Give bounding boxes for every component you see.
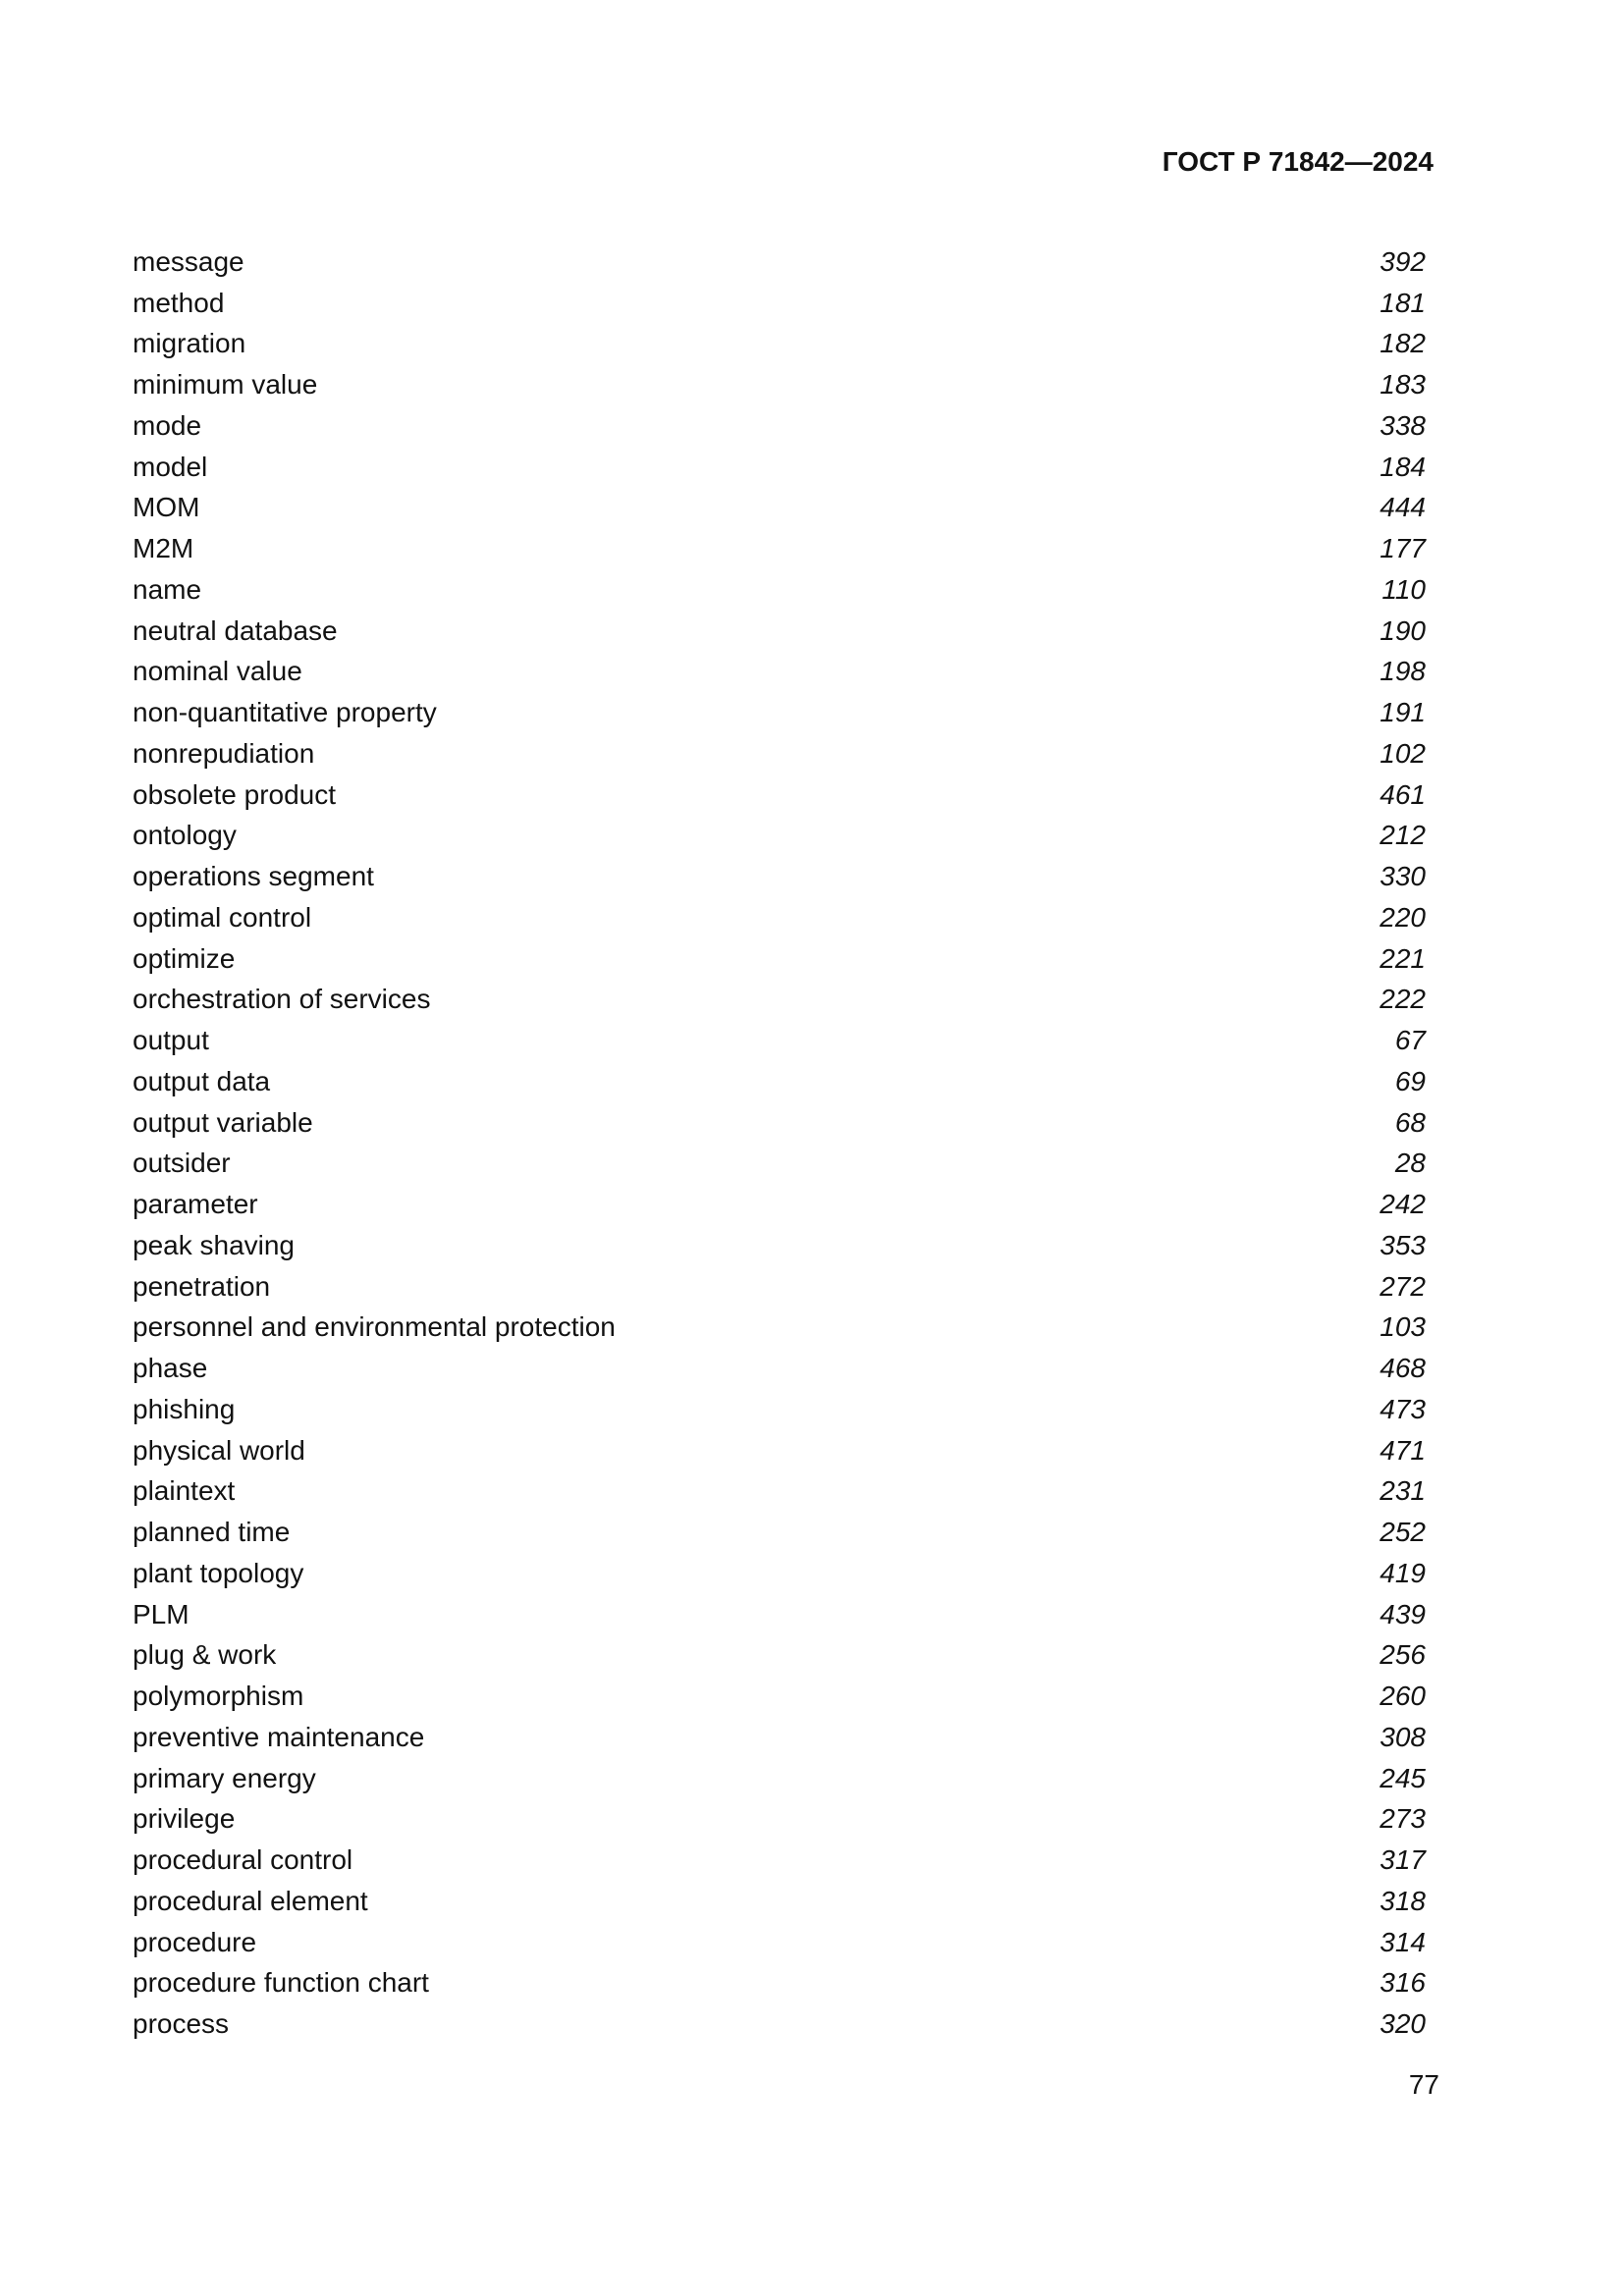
index-page-ref: 69 <box>1394 1065 1426 1096</box>
index-entry <box>133 1020 1426 1061</box>
index-page-ref: 473 <box>1380 1393 1426 1424</box>
index-entry <box>133 1471 1426 1513</box>
index-entry <box>133 1922 1426 1963</box>
index-page-ref: 245 <box>1380 1762 1426 1793</box>
index-term: MOM <box>133 492 200 523</box>
index-page-ref: 110 <box>1381 573 1426 605</box>
index-term: minimum value <box>133 369 318 400</box>
index-list <box>133 241 1426 2045</box>
index-page-ref: 353 <box>1380 1229 1426 1260</box>
index-entry <box>133 1840 1426 1881</box>
index-term: mode <box>133 409 202 441</box>
index-page-ref: 183 <box>1380 369 1426 400</box>
index-entry <box>133 1389 1426 1430</box>
index-term: procedural control <box>133 1844 353 1876</box>
index-page-ref: 318 <box>1380 1885 1426 1916</box>
index-term: orchestration of services <box>133 984 431 1015</box>
index-page-ref: 103 <box>1380 1311 1426 1343</box>
index-entry <box>133 1635 1426 1677</box>
index-entry <box>133 1881 1426 1922</box>
index-page-ref: 68 <box>1394 1106 1426 1138</box>
index-term: process <box>133 2008 230 2040</box>
index-entry <box>133 1144 1426 1185</box>
index-entry <box>133 938 1426 980</box>
index-page-ref: 468 <box>1380 1353 1426 1384</box>
index-term: output <box>133 1025 209 1056</box>
index-entry <box>133 1594 1426 1635</box>
index-page-ref: 190 <box>1380 614 1426 646</box>
index-term: output variable <box>133 1106 313 1138</box>
index-entry <box>133 1512 1426 1553</box>
index-page-ref: 260 <box>1380 1681 1426 1712</box>
index-term: parameter <box>133 1189 258 1220</box>
index-entry <box>133 364 1426 405</box>
index-entry <box>133 1225 1426 1266</box>
index-term: name <box>133 573 202 605</box>
index-term: procedure <box>133 1926 257 1957</box>
index-term: preventive maintenance <box>133 1721 425 1752</box>
index-term: neutral database <box>133 614 338 646</box>
index-page-ref: 320 <box>1380 2008 1426 2040</box>
index-entry <box>133 692 1426 733</box>
index-page-ref: 471 <box>1380 1434 1426 1466</box>
index-entry <box>133 569 1426 611</box>
index-page-ref: 392 <box>1380 245 1426 277</box>
index-term: operations segment <box>133 861 374 892</box>
index-page-ref: 252 <box>1380 1517 1426 1548</box>
index-entry <box>133 816 1426 857</box>
index-term: PLM <box>133 1598 189 1629</box>
index-term: planned time <box>133 1517 291 1548</box>
index-entry <box>133 1061 1426 1102</box>
index-entry <box>133 1717 1426 1758</box>
index-page-ref: 231 <box>1380 1475 1426 1507</box>
index-page-ref: 272 <box>1380 1270 1426 1302</box>
index-page-ref: 182 <box>1380 328 1426 359</box>
index-term: privilege <box>133 1803 236 1835</box>
index-entry <box>133 1266 1426 1308</box>
index-page-ref: 191 <box>1380 697 1426 728</box>
index-entry <box>133 1553 1426 1594</box>
index-term: nominal value <box>133 656 302 687</box>
index-page-ref: 67 <box>1394 1025 1426 1056</box>
index-page-ref: 184 <box>1380 451 1426 482</box>
index-page-ref: 439 <box>1380 1598 1426 1629</box>
index-entry <box>133 1963 1426 2004</box>
index-page-ref: 212 <box>1380 820 1426 851</box>
index-page-ref: 177 <box>1380 533 1426 564</box>
index-term: migration <box>133 328 246 359</box>
index-page-ref: 316 <box>1380 1967 1426 1999</box>
index-page-ref: 220 <box>1380 901 1426 933</box>
index-page-ref: 242 <box>1380 1189 1426 1220</box>
index-term: model <box>133 451 208 482</box>
index-entry <box>133 528 1426 569</box>
index-term: plaintext <box>133 1475 236 1507</box>
index-term: M2M <box>133 533 194 564</box>
index-page-ref: 314 <box>1380 1926 1426 1957</box>
index-entry <box>133 652 1426 693</box>
index-page-ref: 198 <box>1380 656 1426 687</box>
index-page-ref: 102 <box>1380 737 1426 769</box>
index-term: optimal control <box>133 901 312 933</box>
index-term: plug & work <box>133 1639 277 1671</box>
document-code: ГОСТ Р 71842—2024 <box>1162 146 1434 177</box>
index-term: obsolete product <box>133 778 337 810</box>
index-term: procedural element <box>133 1885 368 1916</box>
index-entry <box>133 897 1426 938</box>
page-header <box>133 147 1434 177</box>
index-entry <box>133 611 1426 652</box>
index-entry <box>133 1348 1426 1389</box>
index-term: penetration <box>133 1270 271 1302</box>
index-entry <box>133 1184 1426 1225</box>
index-page-ref: 338 <box>1380 409 1426 441</box>
index-page-ref: 28 <box>1394 1148 1426 1179</box>
index-term: message <box>133 245 244 277</box>
index-entry <box>133 405 1426 447</box>
index-page-ref: 181 <box>1380 287 1426 318</box>
index-term: nonrepudiation <box>133 737 315 769</box>
index-entry <box>133 2003 1426 2045</box>
index-term: non-quantitative property <box>133 697 437 728</box>
page-number: 77 <box>1408 2069 1439 2100</box>
index-page-ref: 222 <box>1380 984 1426 1015</box>
index-page-ref: 330 <box>1380 861 1426 892</box>
index-term: output data <box>133 1065 271 1096</box>
index-page-ref: 419 <box>1380 1557 1426 1588</box>
index-term: outsider <box>133 1148 231 1179</box>
index-entry <box>133 283 1426 324</box>
index-term: primary energy <box>133 1762 316 1793</box>
index-term: optimize <box>133 942 236 974</box>
index-term: personnel and environmental protection <box>133 1311 616 1343</box>
index-entry <box>133 488 1426 529</box>
index-entry <box>133 1430 1426 1471</box>
index-term: procedure function chart <box>133 1967 429 1999</box>
index-entry <box>133 324 1426 365</box>
index-term: peak shaving <box>133 1229 296 1260</box>
index-entry <box>133 1758 1426 1799</box>
index-term: polymorphism <box>133 1681 304 1712</box>
index-page-ref: 308 <box>1380 1721 1426 1752</box>
index-term: plant topology <box>133 1557 304 1588</box>
index-term: phase <box>133 1353 208 1384</box>
index-term: method <box>133 287 225 318</box>
index-entry <box>133 1799 1426 1841</box>
index-page-ref: 221 <box>1380 942 1426 974</box>
index-entry <box>133 856 1426 897</box>
index-entry <box>133 774 1426 816</box>
index-term: ontology <box>133 820 237 851</box>
index-entry <box>133 241 1426 283</box>
index-term: phishing <box>133 1393 236 1424</box>
index-page-ref: 461 <box>1380 778 1426 810</box>
page-footer <box>133 2064 1439 2106</box>
index-page-ref: 256 <box>1380 1639 1426 1671</box>
index-entry <box>133 1308 1426 1349</box>
index-entry <box>133 733 1426 774</box>
index-entry <box>133 1102 1426 1144</box>
index-page-ref: 444 <box>1380 492 1426 523</box>
index-term: physical world <box>133 1434 305 1466</box>
index-entry <box>133 980 1426 1021</box>
index-page-ref: 273 <box>1380 1803 1426 1835</box>
index-page-ref: 317 <box>1380 1844 1426 1876</box>
index-entry <box>133 1676 1426 1717</box>
index-entry <box>133 447 1426 488</box>
